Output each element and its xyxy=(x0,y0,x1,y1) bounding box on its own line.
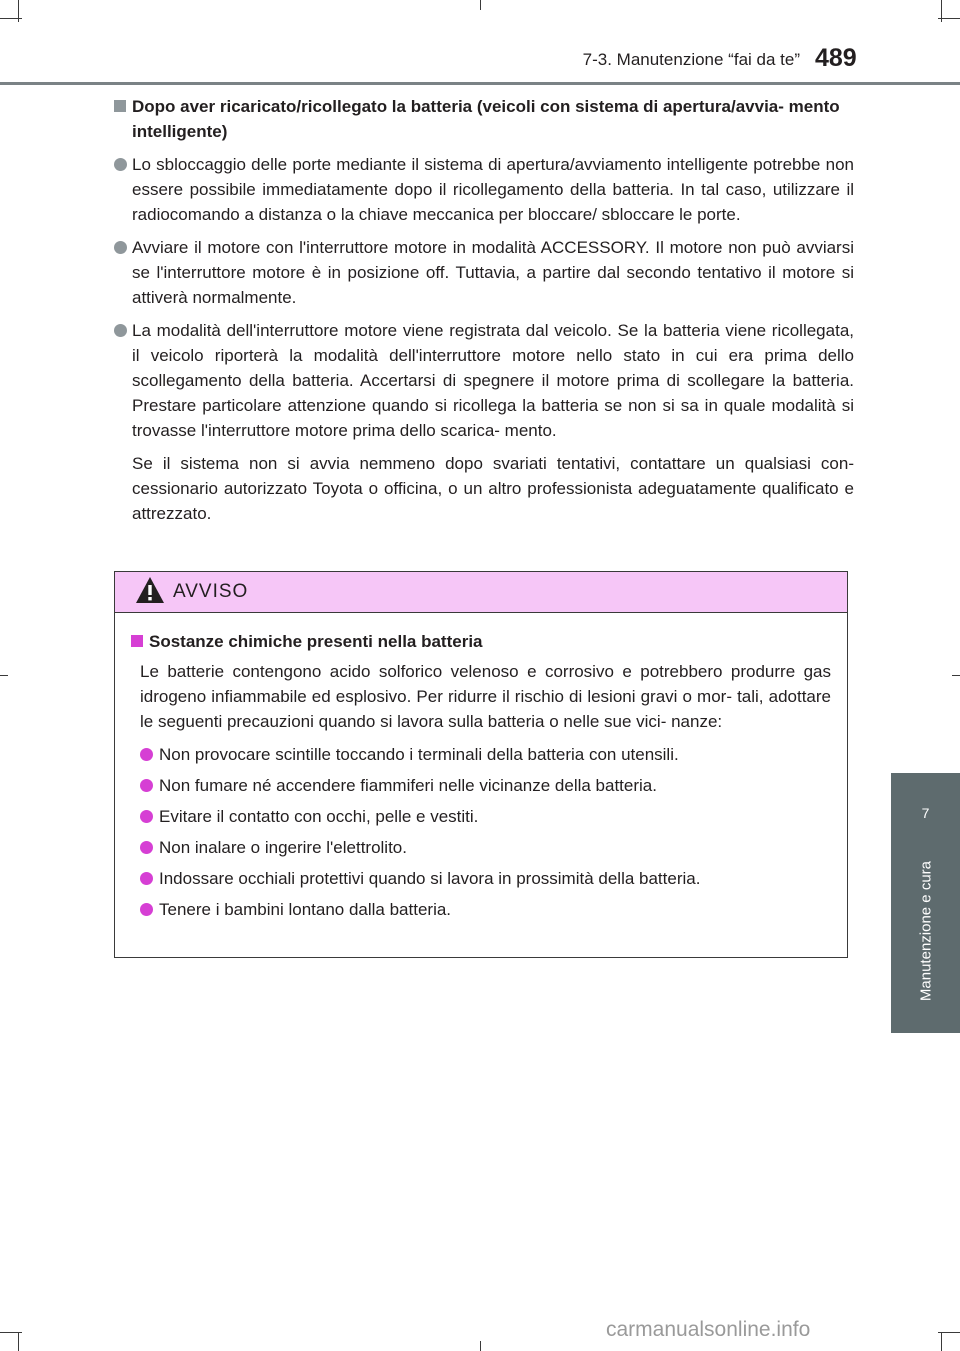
warning-list-item-text: Indossare occhiali protettivi quando si lavora in prossimità della batteria. xyxy=(159,869,701,888)
warning-list-item-text: Non fumare né accendere fiammiferi nelle vicinanze della batteria. xyxy=(159,776,657,795)
warning-box xyxy=(114,571,848,958)
watermark: carmanualsonline.info xyxy=(606,1318,811,1341)
square-bullet-icon xyxy=(114,100,126,112)
round-bullet-icon xyxy=(140,903,153,916)
list-item xyxy=(114,318,854,443)
section-heading xyxy=(114,94,854,144)
warning-list-item xyxy=(131,773,831,798)
crop-mark xyxy=(952,675,960,676)
round-bullet-icon xyxy=(140,872,153,885)
round-bullet-icon xyxy=(114,241,127,254)
warning-title: AVVISO xyxy=(173,581,249,602)
list-item xyxy=(114,235,854,310)
list-item-text: Lo sbloccaggio delle porte mediante il sistema di apertura/avviamento intelligente potrebbe non essere possibile immediatamente dopo il ricollegamento della batteria. In tal caso, utilizzare il radiocomando a distanza o la chiave meccanica per bloccare/ sbloccare le porte. xyxy=(132,155,854,224)
chapter-label: Manutenzione e cura xyxy=(917,861,934,1002)
crop-mark xyxy=(18,0,19,22)
crop-mark xyxy=(18,1332,19,1351)
warning-list-item xyxy=(131,835,831,860)
warning-list-item-text: Non inalare o ingerire l'elettrolito. xyxy=(159,838,407,857)
warning-list-item xyxy=(131,742,831,767)
warning-heading xyxy=(131,629,831,654)
round-bullet-icon xyxy=(114,324,127,337)
chapter-number: 7 xyxy=(921,805,930,821)
closing-paragraph: Se il sistema non si avvia nemmeno dopo svariati tentativi, contattare un qualsiasi con- cessionario autorizzato Toyota o officina, o un altro professionista adeguatamente qualificato e attrezzato. xyxy=(132,454,854,523)
chapter-tab-number xyxy=(891,773,960,853)
round-bullet-icon xyxy=(140,810,153,823)
warning-list-item-text: Tenere i bambini lontano dalla batteria. xyxy=(159,900,452,919)
running-header: 7-3. Manutenzione “fai da te” xyxy=(582,50,800,69)
warning-list-item xyxy=(131,866,831,891)
warning-list-item-text: Evitare il contatto con occhi, pelle e vestiti. xyxy=(159,807,479,826)
warning-triangle-icon xyxy=(135,576,165,604)
round-bullet-icon xyxy=(114,158,127,171)
warning-list-item xyxy=(131,897,831,922)
crop-mark xyxy=(480,0,481,10)
warning-list-item-text: Non provocare scintille toccando i terminali della batteria con utensili. xyxy=(159,745,679,764)
page-number: 489 xyxy=(815,44,857,72)
chapter-tab-label xyxy=(891,853,960,1033)
header-rule xyxy=(0,82,960,85)
warning-intro: Le batterie contengono acido solforico velenoso e corrosivo e potrebbero produrre gas idrogeno infiammabile ed esplosivo. Per ridurre il rischio di lesioni gravi o mor- tali, adottare le seguenti precauzioni quando si lavora sulla batteria o nelle sue vici- nanze: xyxy=(140,662,831,731)
warning-header xyxy=(115,572,847,613)
section-heading-text: Dopo aver ricaricato/ricollegato la batteria (veicoli con sistema di apertura/avvia- mento intelligente) xyxy=(132,97,840,141)
list-item xyxy=(114,152,854,227)
round-bullet-icon xyxy=(140,841,153,854)
round-bullet-icon xyxy=(140,779,153,792)
crop-mark xyxy=(0,675,8,676)
warning-list-item xyxy=(131,804,831,829)
list-item-text: Avviare il motore con l'interruttore motore in modalità ACCESSORY. Il motore non può avviarsi se l'interruttore motore è in posizione off. Tuttavia, a partire dal secondo tentativo il motore si attiverà normalmente. xyxy=(132,238,854,307)
main-content xyxy=(114,94,854,526)
crop-mark xyxy=(941,1332,942,1351)
crop-mark xyxy=(941,0,942,22)
crop-mark xyxy=(480,1341,481,1351)
list-item-text: La modalità dell'interruttore motore viene registrata dal veicolo. Se la batteria viene ricollegata, il veicolo riporterà la modalità dell'interruttore motore nello stato in cui era prima dello scollegamento della batteria. Accertarsi di spegnere il motore prima di scollegare la batteria. Prestare particolare attenzione quando si ricollega la batteria se non si sa in quale modalità si trovasse l'interruttore motore prima dello scarica- mento. xyxy=(132,321,854,440)
warning-body xyxy=(115,613,847,922)
warning-heading-text: Sostanze chimiche presenti nella batteria xyxy=(149,632,483,651)
square-bullet-icon xyxy=(131,635,143,647)
round-bullet-icon xyxy=(140,748,153,761)
